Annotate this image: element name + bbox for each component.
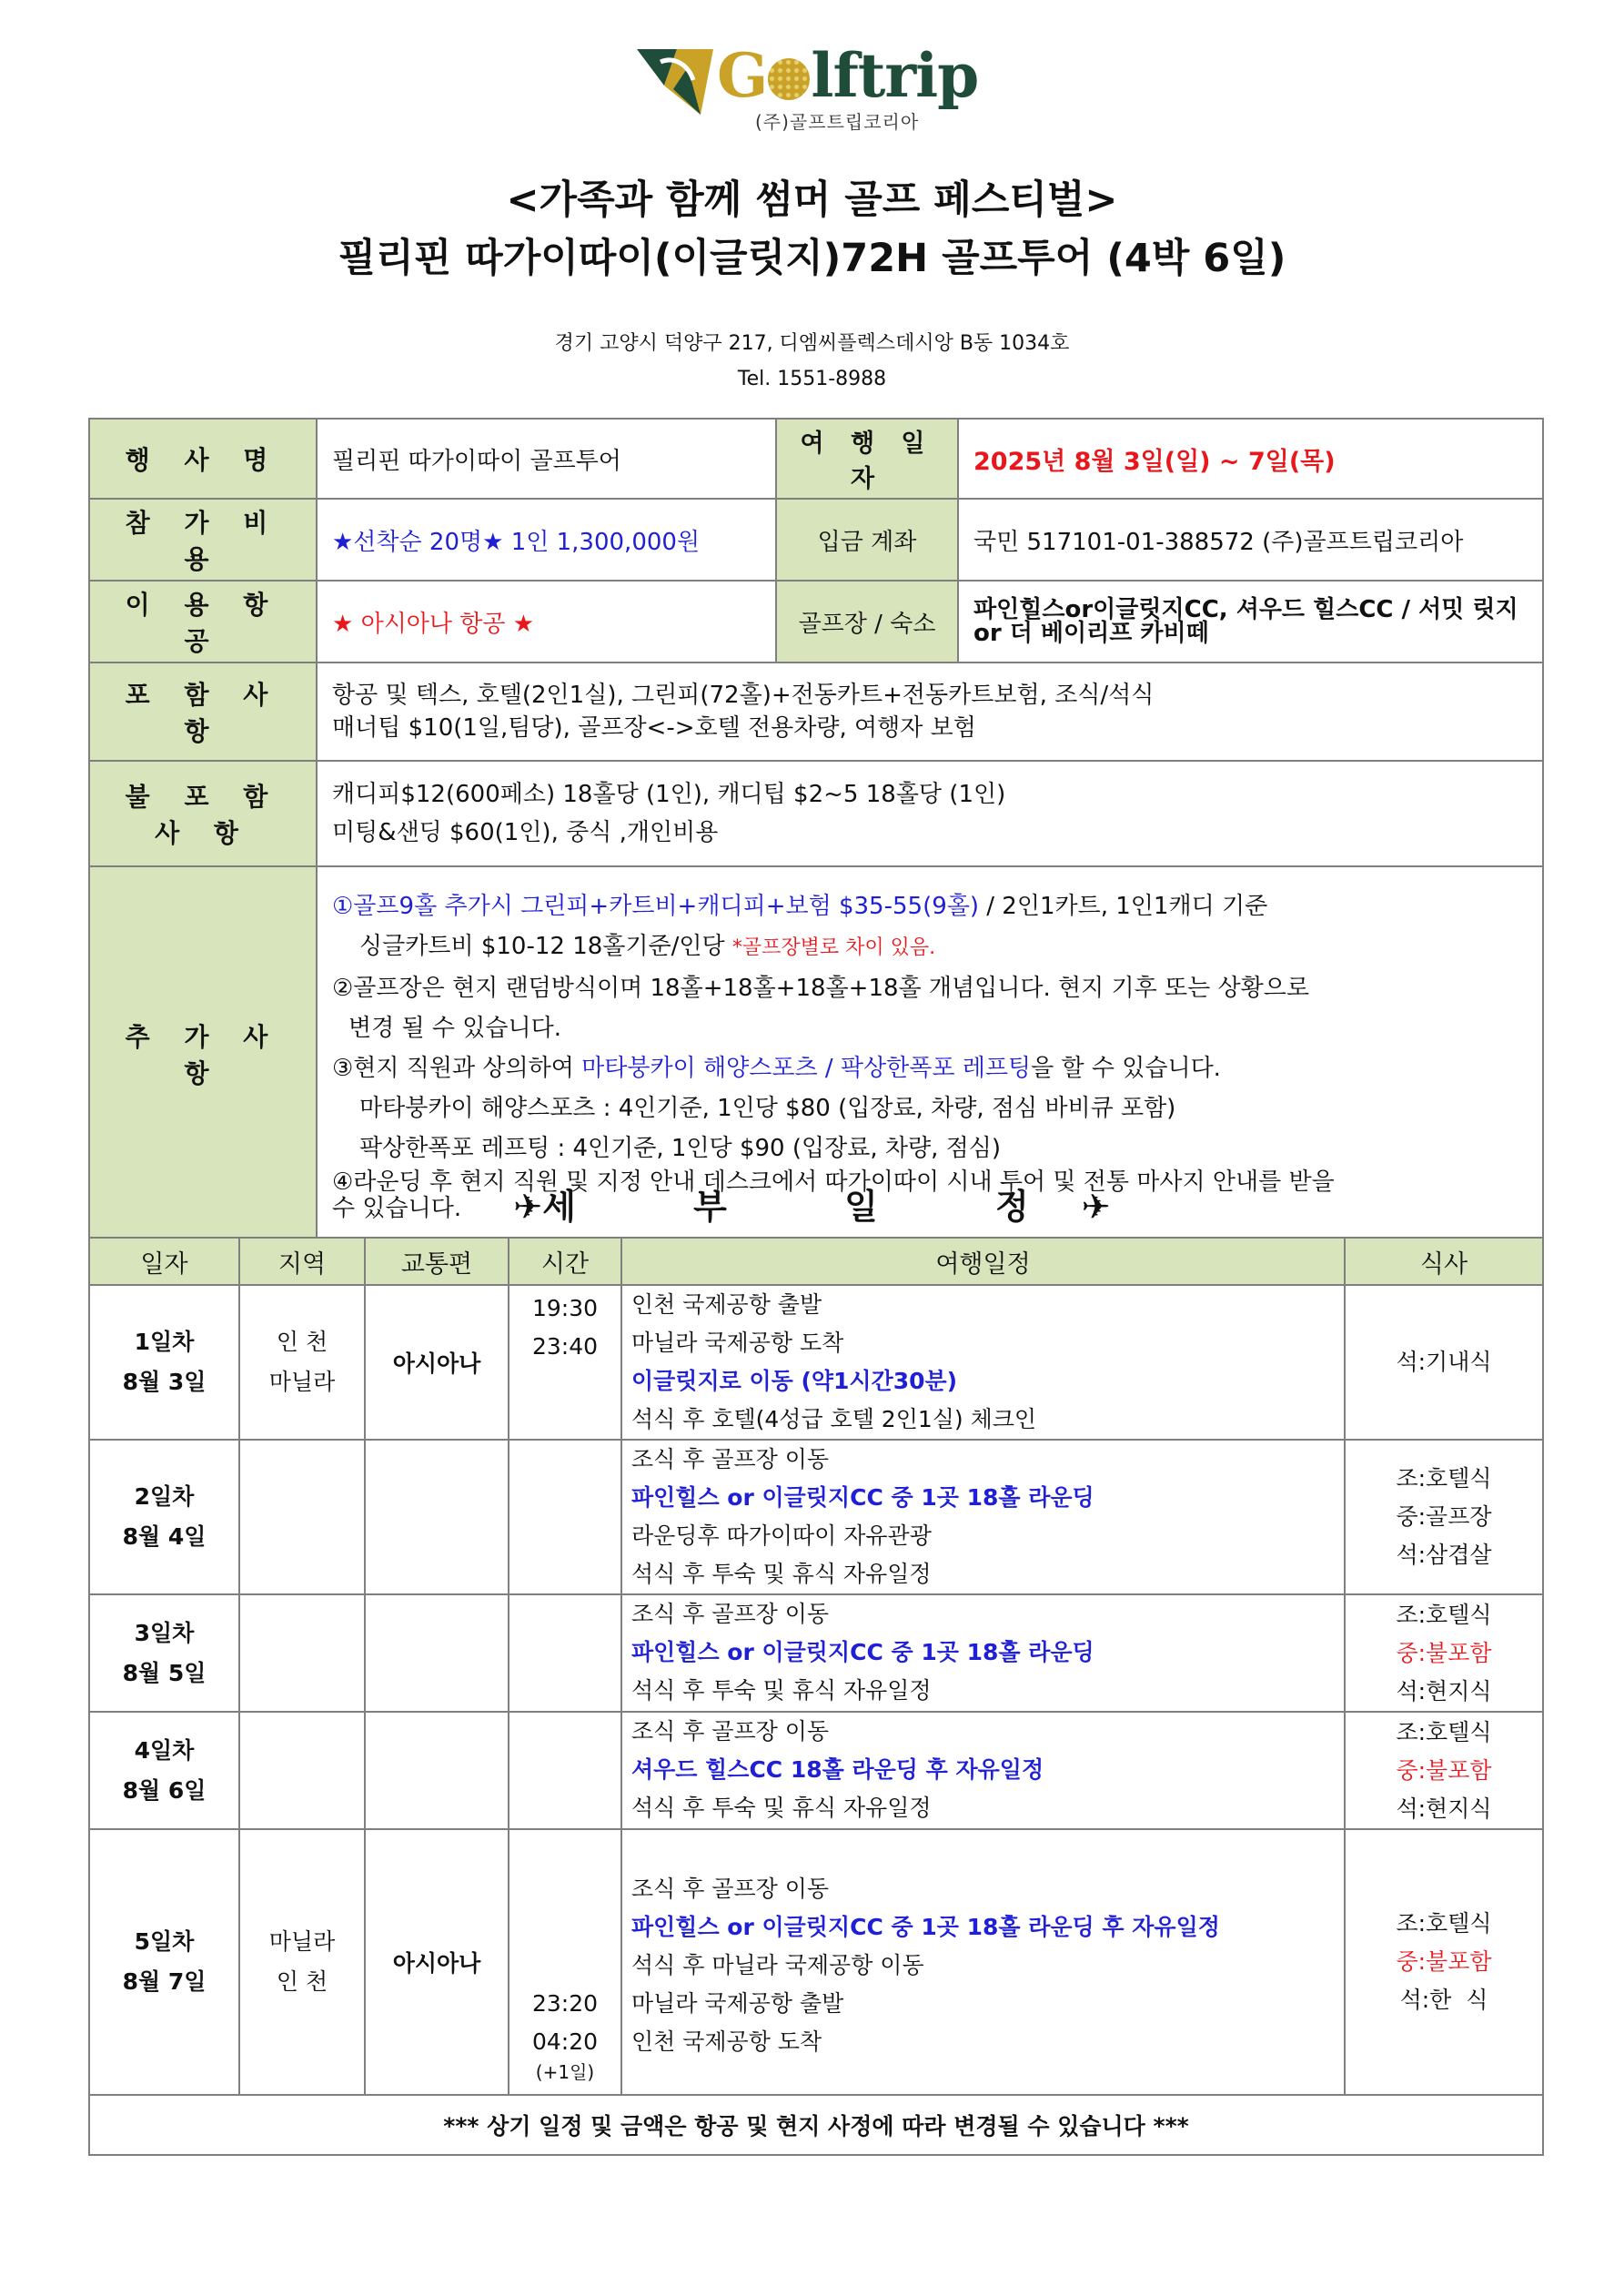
- extra-line-1: ①골프9홀 추가시 그린피+카트비+캐디피+보험 $35-55(9홀) / 2인1카트, 1인1캐디 기준: [332, 893, 1268, 920]
- region-cell: [239, 1440, 365, 1594]
- airline-value: ★ 아시아나 항공 ★: [317, 581, 776, 663]
- logo-emblem-icon: [637, 44, 713, 120]
- extra-line-9: 수 있습니다.: [332, 1195, 462, 1222]
- event-label: 행 사 명: [89, 419, 317, 499]
- company-logo: [637, 40, 1001, 131]
- schedule-header-row: [89, 1238, 1543, 1285]
- schedule-row-day2: [89, 1440, 1543, 1594]
- meal-cell: 조:호텔식 중:골프장 석:삼겹살: [1345, 1440, 1543, 1594]
- meal-cell: 조:호텔식 중:불포함 석:한 식: [1345, 1829, 1543, 2095]
- fee-label: 참 가 비 용: [89, 499, 317, 581]
- company-address: 경기 고양시 덕양구 217, 디엠씨플렉스데시앙 B동 1034호: [554, 332, 1070, 355]
- region-cell: 인 천 마닐라: [239, 1285, 365, 1440]
- col-header-time: 시간: [509, 1238, 621, 1285]
- golf-label: 골프장 / 숙소: [776, 581, 958, 663]
- transport-cell: 아시아나: [365, 1285, 509, 1440]
- itinerary-cell: 조식 후 골프장 이동 셔우드 힐스CC 18홀 라운딩 후 자유일정 석식 후 투숙 및 휴식 자유일정: [621, 1712, 1345, 1829]
- time-cell: [509, 1440, 621, 1594]
- account-label: 입금 계좌: [776, 499, 958, 581]
- col-header-itinerary: 여행일정: [621, 1238, 1345, 1285]
- excluded-line: 미팅&샌딩 $60(1인), 중식 ,개인비용: [332, 819, 719, 846]
- schedule-row-day4: [89, 1712, 1543, 1829]
- extra-line-8: ④라운딩 후 현지 직원 및 지정 안내 데스크에서 따가이따이 시내 투어 및 전통 마사지 안내를 받을: [332, 1168, 1335, 1196]
- time-cell: 19:30 23:40: [509, 1285, 621, 1440]
- transport-cell: [365, 1594, 509, 1712]
- transport-cell: [365, 1440, 509, 1594]
- info-row-airline: [89, 581, 1543, 663]
- col-header-region: 지역: [239, 1238, 365, 1285]
- excluded-line: 캐디피$12(600페소) 18홀당 (1인), 캐디팁 $2~5 18홀당 (1인): [332, 781, 1006, 808]
- date-label: 여 행 일 자: [776, 419, 958, 499]
- meal-cell: 조:호텔식 중:불포함 석:현지식: [1345, 1712, 1543, 1829]
- page-subtitle: 필리핀 따가이따이(이글릿지)72H 골프투어 (4박 6일): [338, 236, 1286, 281]
- meal-cell: 조:호텔식 중:불포함 석:현지식: [1345, 1594, 1543, 1712]
- itinerary-cell: 조식 후 골프장 이동 파인힐스 or 이글릿지CC 중 1곳 18홀 라운딩 후 자유일정 석식 후 마닐라 국제공항 이동 마닐라 국제공항 출발 인천 국제공항 도착: [621, 1829, 1345, 2095]
- airplane-icon: ✈: [1081, 1187, 1111, 1227]
- schedule-row-day3: [89, 1594, 1543, 1712]
- extra-line-4: 변경 될 수 있습니다.: [348, 1015, 561, 1042]
- included-value: [317, 663, 1543, 761]
- golf-value: 파인힐스or이글릿지CC, 셔우드 힐스CC / 서밋 릿지 or 더 베이리프 카비떼: [958, 581, 1543, 663]
- logo-company-name: (주)골프트립코리아: [755, 111, 920, 133]
- tour-info-table: [88, 418, 1544, 1242]
- logo-wordmark: G lftrip: [717, 40, 979, 111]
- included-line: 매너팁 $10(1일,팀당), 골프장<->호텔 전용차량, 여행자 보험: [332, 714, 976, 742]
- day-cell: 4일차 8월 6일: [89, 1712, 239, 1829]
- info-row-included: [89, 663, 1543, 761]
- schedule-table: [88, 1237, 1544, 2156]
- golf-ball-icon: [768, 58, 810, 100]
- col-header-transport: 교통편: [365, 1238, 509, 1285]
- transport-cell: [365, 1712, 509, 1829]
- extra-line-6: 마타붕카이 해양스포츠 : 4인기준, 1인당 $80 (입장료, 차량, 점심 바비큐 포함): [359, 1095, 1176, 1122]
- info-row-excluded: [89, 761, 1543, 866]
- region-cell: 마닐라 인 천: [239, 1829, 365, 2095]
- schedule-row-day5: [89, 1829, 1543, 2095]
- included-label: 포 함 사 항: [89, 663, 317, 761]
- airline-label: 이 용 항 공: [89, 581, 317, 663]
- included-line: 항공 및 텍스, 호텔(2인1실), 그린피(72홀)+전동카트+전동카트보험, 조식/석식: [332, 682, 1155, 709]
- itinerary-cell: 조식 후 골프장 이동 파인힐스 or 이글릿지CC 중 1곳 18홀 라운딩 라운딩후 따가이따이 자유관광 석식 후 투숙 및 휴식 자유일정: [621, 1440, 1345, 1594]
- day-cell: 3일차 8월 5일: [89, 1594, 239, 1712]
- transport-cell: 아시아나: [365, 1829, 509, 2095]
- schedule-heading: ✈세 부 일 정✈: [513, 1187, 1111, 1227]
- date-value: 2025년 8월 3일(일) ~ 7일(목): [958, 419, 1543, 499]
- time-cell: 23:20 04:20 (+1일): [509, 1829, 621, 2095]
- excluded-label: 불 포 함 사 항: [89, 761, 317, 866]
- info-row-event: [89, 419, 1543, 499]
- itinerary-cell: 인천 국제공항 출발 마닐라 국제공항 도착 이글릿지로 이동 (약1시간30분) 석식 후 호텔(4성급 호텔 2인1실) 체크인: [621, 1285, 1345, 1440]
- meal-cell: 석:기내식: [1345, 1285, 1543, 1440]
- page-title: <가족과 함께 썸머 골프 페스티벌>: [506, 177, 1118, 223]
- region-cell: [239, 1594, 365, 1712]
- info-row-fee: [89, 499, 1543, 581]
- extra-line-3: ②골프장은 현지 랜덤방식이며 18홀+18홀+18홀+18홀 개념입니다. 현지 기후 또는 상황으로: [332, 975, 1309, 1002]
- account-value: 국민 517101-01-388572 (주)골프트립코리아: [958, 499, 1543, 581]
- event-value: 필리핀 따가이따이 골프투어: [317, 419, 776, 499]
- extra-line-5: ③현지 직원과 상의하여 마타붕카이 해양스포츠 / 팍상한폭포 레프팅을 할 수 있습니다.: [332, 1055, 1221, 1082]
- schedule-row-day1: [89, 1285, 1543, 1440]
- schedule-footer-row: [89, 2095, 1543, 2155]
- extra-line-7: 팍상한폭포 레프팅 : 4인기준, 1인당 $90 (입장료, 차량, 점심): [359, 1135, 1001, 1162]
- extra-label: 추 가 사 항: [89, 866, 317, 1241]
- day-cell: 2일차 8월 4일: [89, 1440, 239, 1594]
- itinerary-cell: 조식 후 골프장 이동 파인힐스 or 이글릿지CC 중 1곳 18홀 라운딩 석식 후 투숙 및 휴식 자유일정: [621, 1594, 1345, 1712]
- day-cell: 1일차 8월 3일: [89, 1285, 239, 1440]
- airplane-icon: ✈: [513, 1187, 543, 1227]
- schedule-footnote: *** 상기 일정 및 금액은 항공 및 현지 사정에 따라 변경될 수 있습니다 ***: [89, 2095, 1543, 2155]
- time-cell: [509, 1594, 621, 1712]
- col-header-meal: 식사: [1345, 1238, 1543, 1285]
- col-header-day: 일자: [89, 1238, 239, 1285]
- day-cell: 5일차 8월 7일: [89, 1829, 239, 2095]
- excluded-value: [317, 761, 1543, 866]
- region-cell: [239, 1712, 365, 1829]
- fee-value: ★선착순 20명★ 1인 1,300,000원: [317, 499, 776, 581]
- company-tel: Tel. 1551-8988: [737, 368, 887, 390]
- extra-line-2: 싱글카트비 $10-12 18홀기준/인당 *골프장별로 차이 있음.: [359, 933, 936, 960]
- time-cell: [509, 1712, 621, 1829]
